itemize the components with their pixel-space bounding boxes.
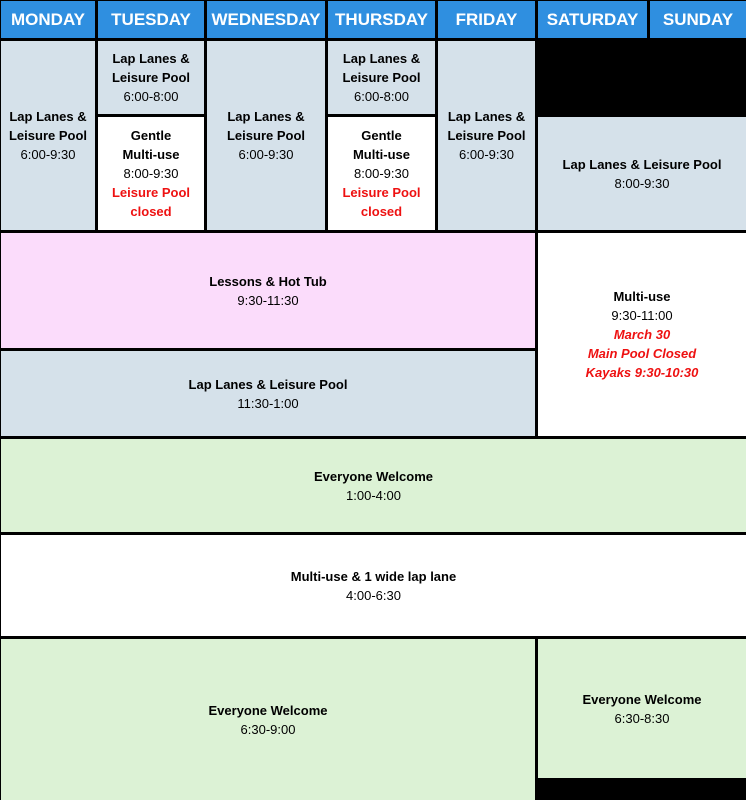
- special-notice: Main Pool Closed: [587, 346, 697, 361]
- block-title: Leisure Pool: [8, 128, 88, 143]
- block-title: Lap Lanes &: [112, 51, 190, 66]
- block-time: 1:00-4:00: [346, 487, 401, 503]
- block-title: Lap Lanes & Leisure Pool: [562, 156, 722, 172]
- special-notice: Kayaks 9:30-10:30: [585, 365, 699, 380]
- block-time: 9:30-11:00: [611, 308, 673, 323]
- block-title: Gentle: [130, 128, 172, 143]
- block-title: Leisure Pool: [342, 70, 421, 85]
- afternoon-everyone-welcome-block: [1, 439, 746, 532]
- day-header-thursday: THURSDAY: [328, 1, 435, 38]
- block-title: Lap Lanes &: [342, 51, 421, 66]
- block-title: Lap Lanes &: [9, 109, 87, 124]
- weekend-lap-block: [538, 117, 746, 230]
- thursday-lap-block: [328, 41, 435, 114]
- weekday-evening-block: [1, 639, 535, 800]
- late-afternoon-multiuse-block: [1, 535, 746, 636]
- block-time: 6:00-9:30: [459, 147, 514, 162]
- friday-lap-block: [438, 41, 535, 230]
- block-time: 8:00-9:30: [354, 166, 409, 181]
- block-title: Gentle: [361, 128, 402, 143]
- block-time: 6:00-9:30: [238, 147, 294, 162]
- block-title: Multi-use: [613, 289, 671, 304]
- closure-note: closed: [130, 204, 172, 219]
- block-time: 11:30-1:00: [237, 395, 299, 411]
- block-title: Lessons & Hot Tub: [209, 273, 327, 289]
- block-title: Multi-use: [352, 147, 411, 162]
- closure-note: Leisure Pool: [342, 185, 421, 200]
- block-time: 6:00-8:00: [354, 89, 409, 104]
- block-title: Everyone Welcome: [582, 691, 702, 707]
- block-time: 8:00-9:30: [614, 175, 670, 191]
- day-header-friday: FRIDAY: [438, 1, 535, 38]
- block-time: 6:00-9:30: [20, 147, 76, 162]
- thursday-gentle-multiuse-block: [328, 117, 435, 230]
- block-title: Everyone Welcome: [314, 468, 433, 484]
- day-header-tuesday: TUESDAY: [98, 1, 204, 38]
- tuesday-lap-block: [98, 41, 204, 114]
- day-header-sunday: SUNDAY: [650, 1, 746, 38]
- closure-note: closed: [360, 204, 403, 219]
- day-header-saturday: SATURDAY: [538, 1, 647, 38]
- block-time: 6:00-8:00: [123, 89, 179, 104]
- block-time: 8:00-9:30: [123, 166, 179, 181]
- block-title: Everyone Welcome: [208, 702, 328, 718]
- block-time: 9:30-11:30: [237, 292, 299, 308]
- day-header-wednesday: WEDNESDAY: [207, 1, 325, 38]
- weekend-multiuse-block: [538, 233, 746, 436]
- block-title: Lap Lanes &: [447, 109, 526, 124]
- block-title: Leisure Pool: [226, 128, 306, 143]
- block-title: Multi-use & 1 wide lap lane: [290, 568, 457, 584]
- day-header-monday: MONDAY: [1, 1, 95, 38]
- wednesday-lap-block: [207, 41, 325, 230]
- block-title: Multi-use: [122, 147, 180, 162]
- closure-note: Leisure Pool: [111, 185, 191, 200]
- block-title: Leisure Pool: [447, 128, 526, 143]
- block-title: Lap Lanes &: [227, 109, 305, 124]
- block-title: Leisure Pool: [111, 70, 191, 85]
- block-time: 6:30-8:30: [614, 710, 670, 726]
- block-time: 4:00-6:30: [346, 587, 401, 603]
- special-notice: March 30: [613, 327, 671, 342]
- midday-lap-block: [1, 351, 535, 436]
- monday-lap-block: [1, 41, 95, 230]
- block-time: 6:30-9:00: [240, 721, 296, 737]
- tuesday-gentle-multiuse-block: [98, 117, 204, 230]
- weekend-evening-block: [538, 639, 746, 778]
- block-title: Lap Lanes & Leisure Pool: [188, 376, 348, 392]
- lessons-hot-tub-block: [1, 233, 535, 348]
